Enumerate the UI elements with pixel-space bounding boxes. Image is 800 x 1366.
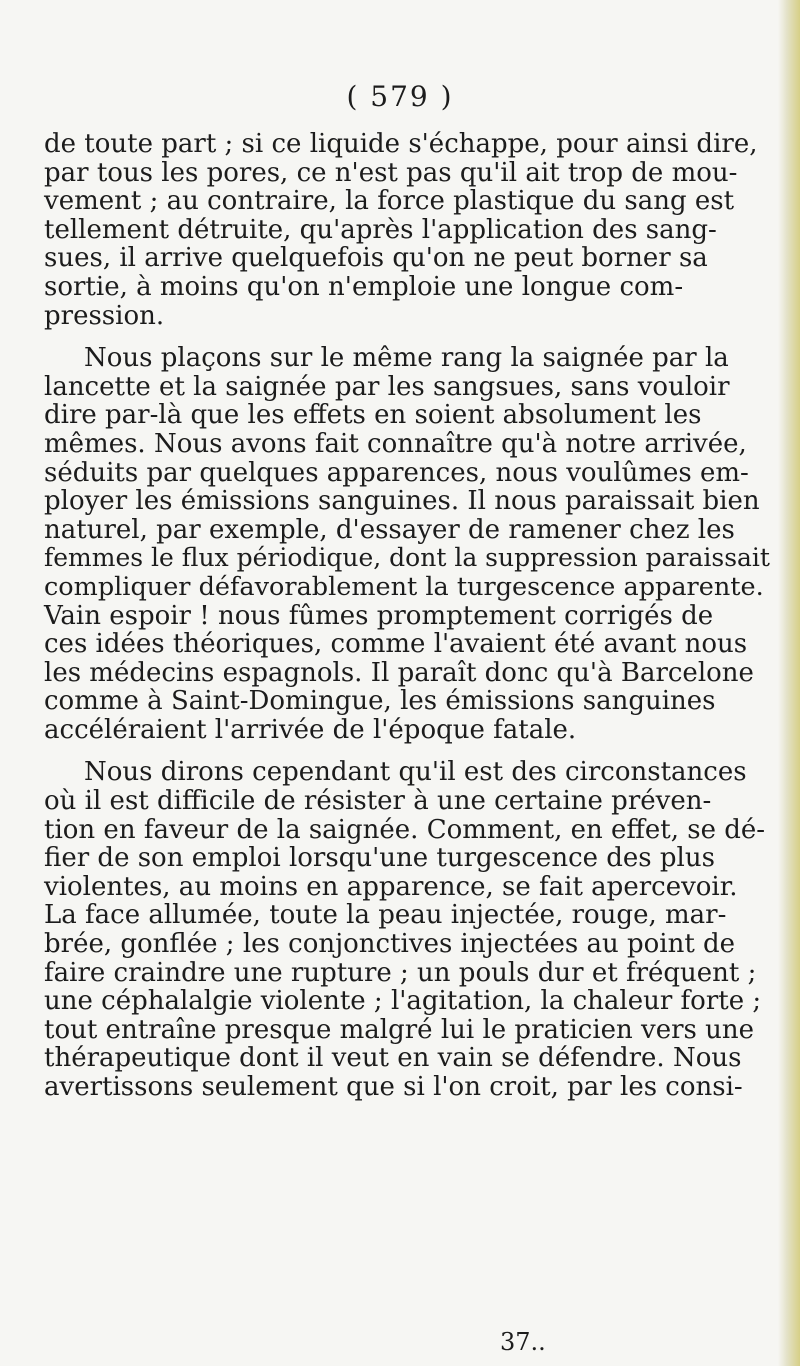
text-line: naturel, par exemple, d'essayer de ramener chez les [44, 514, 735, 545]
text-line: avertissons seulement que si l'on croit, par les consi- [44, 1072, 743, 1102]
text-line: La face allumée, toute la peau injectée, rouge, mar- [44, 900, 727, 931]
text-line: thérapeutique dont il veut en vain se défendre. Nous [44, 1043, 742, 1074]
text-line: séduits par quelques apparences, nous voulûmes em- [44, 457, 749, 488]
text-line: Vain espoir ! nous fûmes promptement corrigés de [44, 600, 714, 631]
text-line: où il est difficile de résister à une certaine préven- [44, 786, 712, 817]
text-line: les médecins espagnols. Il paraît donc qu'à Barcelone [44, 657, 754, 688]
text-line: compliquer défavorablement la turgescence apparente. [44, 571, 764, 602]
text-line: ployer les émissions sanguines. Il nous paraissait bien [44, 486, 760, 517]
text-line: de toute part ; si ce liquide s'échappe, pour ainsi dire, [44, 129, 758, 159]
paragraph-1 [44, 130, 774, 330]
page-edge [778, 0, 800, 1366]
text-line: tout entraîne presque malgré lui le praticien vers une [44, 1014, 755, 1045]
text-line: tion en faveur de la saignée. Comment, en effet, se dé- [44, 814, 766, 845]
text-line: dire par-là que les effets en soient absolument les [44, 400, 702, 431]
paragraph-gap [44, 330, 774, 344]
signature-mark: 37.. [500, 1328, 546, 1356]
body-text [44, 130, 774, 1102]
text-line: comme à Saint-Domingue, les émissions sanguines [44, 686, 716, 717]
text-line: sortie, à moins qu'on n'emploie une longue com- [44, 271, 684, 302]
text-line: tellement détruite, qu'après l'application des sang- [44, 214, 717, 245]
paragraph-3 [44, 758, 774, 1101]
text-line: faire craindre une rupture ; un pouls dur et fréquent ; [44, 957, 757, 988]
page-number: ( 579 ) [346, 80, 454, 113]
text-line: femmes le flux périodique, dont la suppression paraissait [44, 543, 770, 573]
text-line: fier de son emploi lorsqu'une turgescence des plus [44, 843, 715, 874]
text-line: lancette et la saignée par les sangsues, sans vouloir [44, 371, 730, 402]
text-line: pression. [44, 300, 165, 331]
text-line: Nous plaçons sur le même rang la saignée par la [84, 343, 729, 374]
text-line: violentes, au moins en apparence, se fait apercevoir. [44, 871, 738, 902]
text-line: ces idées théoriques, comme l'avaient été avant nous [44, 629, 748, 660]
text-line: mêmes. Nous avons fait connaître qu'à notre arrivée, [44, 428, 747, 459]
paragraph-2 [44, 344, 774, 744]
text-line: par tous les pores, ce n'est pas qu'il ait trop de mou- [44, 157, 738, 188]
text-line: une céphalalgie violente ; l'agitation, la chaleur forte ; [44, 986, 762, 1017]
text-line: vement ; au contraire, la force plastique du sang est [44, 186, 735, 217]
text-line: sues, il arrive quelquefois qu'on ne peut borner sa [44, 243, 708, 274]
text-line: brée, gonflée ; les conjonctives injectées au point de [44, 929, 736, 960]
paragraph-gap [44, 744, 774, 758]
text-line: accéléraient l'arrivée de l'époque fatale. [44, 714, 577, 745]
text-line: Nous dirons cependant qu'il est des circonstances [84, 757, 747, 788]
